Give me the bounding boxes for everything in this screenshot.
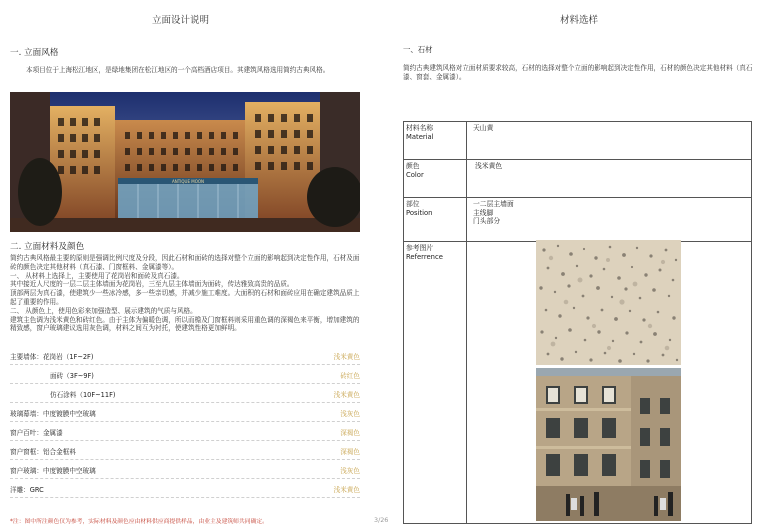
material-label: 窗户玻璃：中度镀膜中空玻璃 [10, 467, 96, 475]
divider [10, 459, 360, 460]
spec-row-position [404, 198, 752, 242]
spec-label-en: Position [406, 208, 433, 217]
stone-intro: 简约古典建筑风格对立面材质要求较高，石材的选择对整个立面的影响起到决定性作用，石材的颜色决定其他材料（真石漆、窗套、金属漆）。 [403, 64, 753, 81]
spec-label-cn: 部位 [406, 200, 420, 208]
section2-paragraph: 建筑主色调为浅米黄色和砖红色。由于主体为偏暖色调，所以而檐及门窗框料则采用重色调的深褐色来平衡，增加建筑的精致感，窗户玻璃建议选用灰色调，材料之间互为衬托，使建筑性格更加鲜明。 [10, 315, 360, 333]
divider [10, 383, 360, 384]
spec-label-cn: 参考图片 [406, 244, 434, 252]
spec-value: 天山黄 [467, 122, 752, 160]
material-color: 深褐色 [340, 448, 360, 456]
material-color: 浅灰色 [340, 410, 360, 418]
spec-label [404, 122, 467, 160]
material-row [10, 446, 360, 458]
spec-label-en: Color [406, 170, 424, 179]
stone-section-heading: 一、石材 [403, 45, 433, 54]
footnote: *注：图中所注颜色仅为参考，实际材料及颜色应由材料供应商提供样品，由业主及建筑师共同确定。 [10, 519, 268, 525]
divider [10, 402, 360, 403]
material-color: 浅米黄色 [333, 391, 360, 399]
divider [10, 364, 360, 365]
material-label: 洋雕：GRC [10, 486, 44, 494]
material-label: 仿石涂料（10F~11F) [50, 391, 116, 399]
position-item: 主线脚 [473, 208, 494, 217]
section2-paragraph: 一、 从材料上选择上，主要使用了花岗岩和面砖及真石漆。 [10, 271, 184, 280]
section2-paragraph: 简约古典风格最主要的原则是强调比例尺度及分段，因此石材和面砖的选择对整个立面的影响起到决定性作用，石材及面砖的颜色决定其他材料（真石漆、门窗框料、金属漆等）。 [10, 254, 360, 271]
section2-paragraph: 其中接近人尺度的一层二层主体墙面为花岗岩，三至九层主体墙面为面砖，传达雅致高贵的品质。 [10, 280, 294, 289]
left-page-title: 立面设计说明 [152, 15, 210, 26]
material-row [10, 370, 360, 382]
material-row [10, 465, 360, 477]
section2-body [10, 254, 360, 333]
spec-label-en: Referrence [406, 252, 443, 261]
section2-paragraph: 顶部两层为真石漆，使建筑少一些冰冷感，多一些亲切感，并减少施工难度。大面积的石材和面砖应用在确定建筑品质上起了重要的作用。 [10, 289, 360, 306]
divider [10, 478, 360, 479]
material-color: 浅米黄色 [333, 486, 360, 494]
spec-label [404, 242, 467, 524]
section1-body: 本项目位于上海松江地区，是绿地集团在松江地区的一个高档酒店项目。其建筑风格选用简约古典风格。 [26, 66, 330, 74]
facade-reference-image [536, 368, 681, 521]
hotel-rendering-image [10, 92, 360, 232]
position-item: 门头部分 [473, 217, 501, 226]
material-row [10, 484, 360, 496]
material-label: 窗户百叶：金属漆 [10, 429, 63, 437]
right-page-title: 材料选样 [560, 15, 599, 26]
spec-label [404, 160, 467, 198]
material-row [10, 408, 360, 420]
material-row [10, 389, 360, 401]
spec-value: 浅米黄色 [467, 160, 752, 198]
material-label: 主要墙体：花岗岩（1F~2F) [10, 353, 94, 361]
material-color: 砖红色 [340, 372, 360, 380]
divider [10, 421, 360, 422]
material-label: 窗户窗框：铝合金框料 [10, 448, 76, 456]
section1-heading: 一. 立面风格 [10, 48, 59, 58]
spec-row-material [404, 122, 752, 160]
spec-label-en: Material [406, 132, 434, 141]
section2-heading: 二. 立面材料及颜色 [10, 242, 85, 252]
spec-label-cn: 颜色 [406, 162, 420, 170]
material-color: 浅灰色 [340, 467, 360, 475]
spec-value [467, 198, 752, 242]
page-number: 3/26 [374, 516, 389, 524]
material-label: 玻璃幕墙：中度镀膜中空玻璃 [10, 410, 96, 418]
material-label: 面砖（3F~9F) [50, 372, 94, 380]
position-item: 一二层主墙面 [473, 200, 514, 208]
divider [10, 497, 360, 498]
spec-label-cn: 材料名称 [406, 124, 434, 132]
spec-row-color [404, 160, 752, 198]
material-row [10, 351, 360, 363]
material-color: 浅米黄色 [333, 353, 360, 361]
material-row [10, 427, 360, 439]
material-color: 深褐色 [340, 429, 360, 437]
divider [10, 440, 360, 441]
section2-paragraph: 二、 从颜色上，使用色彩来加强造型、展示建筑的气质与风格。 [10, 306, 197, 315]
spec-label [404, 198, 467, 242]
granite-sample-image [536, 240, 681, 365]
svg-text:ANTIQUE MOON: ANTIQUE MOON [172, 179, 204, 184]
